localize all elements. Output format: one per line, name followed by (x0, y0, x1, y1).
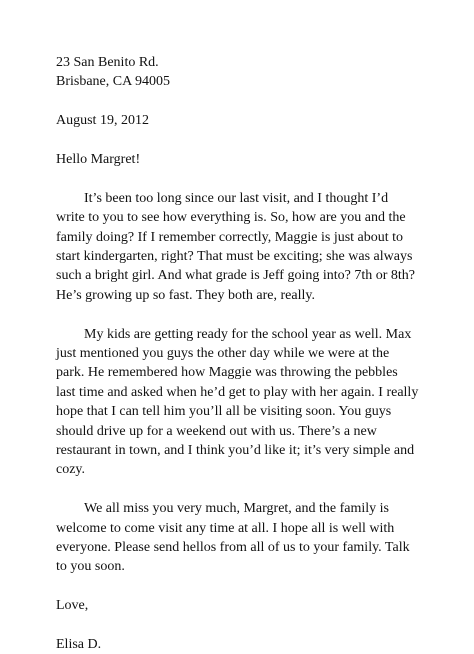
paragraph-line: welcome to come visit any time at all. I hope all is well with (56, 520, 395, 536)
paragraph-line: should drive up for a weekend out with us. There’s a new (56, 423, 377, 439)
paragraph-line: last time and asked when he’d get to play with her again. I really (56, 384, 419, 400)
paragraph-line: park. He remembered how Maggie was throwing the pebbles (56, 365, 398, 381)
paragraph-line: cozy. (56, 462, 86, 478)
paragraph-line: He’s growing up so fast. They both are, really. (56, 287, 315, 303)
paragraph-line: restaurant in town, and I think you’d like it; it’s very simple and (56, 443, 415, 459)
sender-address-line-2: Brisbane, CA 94005 (56, 74, 170, 90)
letter-body (56, 53, 424, 654)
paragraph-line: My kids are getting ready for the school year as well. Max (84, 326, 412, 342)
closing: Love, (56, 598, 89, 614)
paragraph-line: We all miss you very much, Margret, and the family is (84, 501, 389, 517)
paragraph-3 (56, 499, 424, 577)
paragraph-1 (56, 189, 424, 305)
paragraph-line: hope that I can tell him you’ll all be visiting soon. You guys (56, 404, 392, 420)
paragraph-line: write to you to see how everything is. So, how are you and the (56, 210, 406, 226)
paragraph-line: start kindergarten, right? That must be exciting; she was always (56, 249, 413, 265)
signature: Elisa D. (56, 637, 102, 653)
greeting: Hello Margret! (56, 152, 141, 167)
paragraph-line: It’s been too long since our last visit, and I thought I’d (84, 190, 389, 206)
paragraph-line: just mentioned you guys the other day while we were at the (56, 346, 390, 362)
paragraph-line: such a bright girl. And what grade is Jeff going into? 7th or 8th? (56, 268, 416, 284)
paragraph-line: family doing? If I remember correctly, Maggie is just about to (56, 229, 404, 245)
sender-address-line-1: 23 San Benito Rd. (56, 55, 159, 70)
letter-date: August 19, 2012 (56, 113, 149, 129)
paragraph-line: everyone. Please send hellos from all of us to your family. Talk (56, 540, 410, 556)
paragraph-line: to you soon. (56, 559, 125, 575)
paragraph-2 (56, 325, 424, 480)
